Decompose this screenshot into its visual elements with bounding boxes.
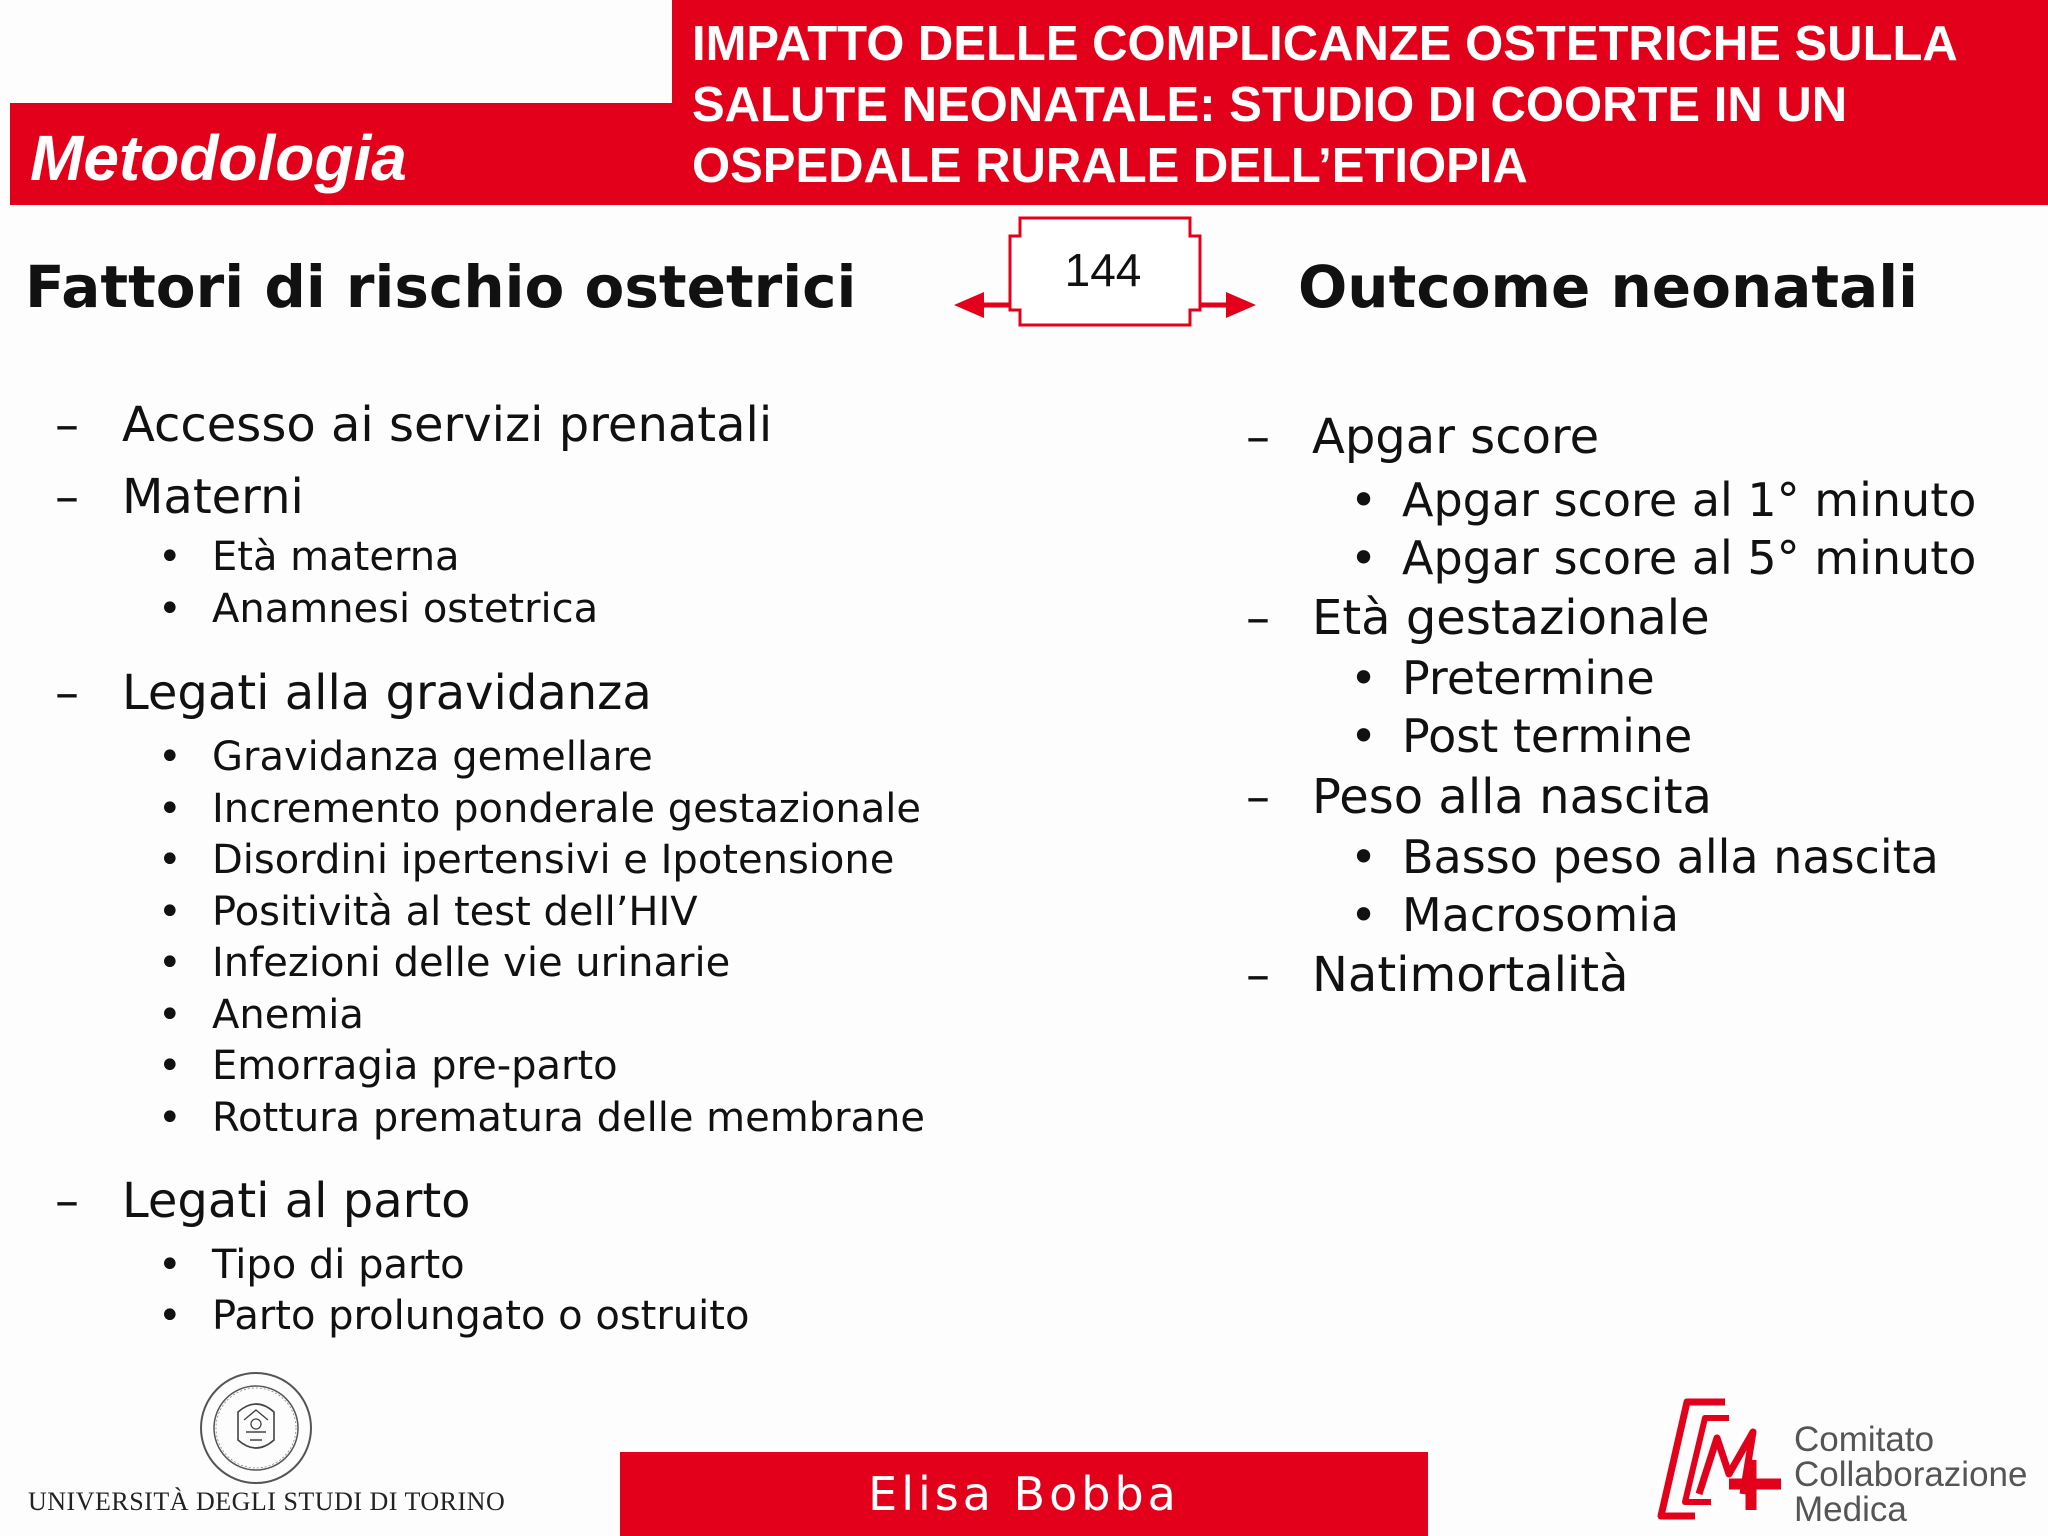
slide-title — [692, 14, 2042, 197]
sample-count: 144 — [1064, 244, 1142, 296]
section-title: Metodologia — [30, 122, 407, 194]
ccm-name-line: Comitato — [1794, 1420, 1935, 1459]
bullet-marker: • — [158, 734, 182, 780]
list-item: Legati alla gravidanza — [122, 665, 652, 721]
bullet-marker: • — [158, 837, 182, 883]
outcomes-heading: Outcome neonatali — [1298, 253, 1919, 321]
risk-factors-heading: Fattori di rischio ostetrici — [25, 253, 857, 321]
bullet-marker: • — [1350, 888, 1378, 942]
slide-title-line: SALUTE NEONATALE: STUDIO DI COORTE IN UN — [692, 78, 1848, 132]
bullet-marker: • — [158, 1043, 182, 1089]
list-subitem: Emorragia pre-parto — [212, 1043, 618, 1089]
list-subitem: Parto prolungato o ostruito — [212, 1293, 750, 1339]
bullet-marker: • — [158, 1293, 182, 1339]
dash-marker: – — [55, 1173, 79, 1229]
dash-marker: – — [55, 397, 79, 453]
bullet-marker: • — [158, 940, 182, 986]
list-subitem: Post termine — [1402, 709, 1693, 763]
dash-marker: – — [1246, 409, 1270, 465]
list-item: Apgar score — [1312, 409, 1600, 465]
university-seal-icon — [198, 1370, 314, 1486]
bullet-marker: • — [1350, 531, 1378, 585]
bullet-marker: • — [1350, 473, 1378, 527]
bullet-marker: • — [158, 586, 182, 632]
list-subitem: Infezioni delle vie urinarie — [212, 940, 731, 986]
list-subitem: Rottura prematura delle membrane — [212, 1095, 926, 1141]
bullet-marker: • — [158, 1095, 182, 1141]
list-item: Accesso ai servizi prenatali — [122, 397, 773, 453]
list-subitem: Anamnesi ostetrica — [212, 586, 599, 632]
ccm-name — [1794, 1422, 2027, 1527]
ccm-logo-icon — [1655, 1398, 1795, 1528]
bullet-marker: • — [158, 534, 182, 580]
list-subitem: Apgar score al 5° minuto — [1402, 531, 1977, 585]
list-item: Materni — [122, 469, 304, 525]
dash-marker: – — [1246, 769, 1270, 825]
list-item: Peso alla nascita — [1312, 769, 1712, 825]
dash-marker: – — [55, 469, 79, 525]
list-subitem: Anemia — [212, 992, 364, 1038]
university-name: UNIVERSITÀ DEGLI STUDI DI TORINO — [28, 1487, 506, 1516]
author-name: Elisa Bobba — [868, 1467, 1180, 1521]
slide-title-line: OSPEDALE RURALE DELL’ETIOPIA — [692, 139, 1528, 193]
list-subitem: Disordini ipertensivi e Ipotensione — [212, 837, 895, 883]
list-subitem: Basso peso alla nascita — [1402, 830, 1939, 884]
list-subitem: Incremento ponderale gestazionale — [212, 786, 921, 832]
list-subitem: Tipo di parto — [212, 1242, 465, 1288]
list-subitem: Pretermine — [1402, 651, 1655, 705]
list-item: Legati al parto — [122, 1173, 471, 1229]
list-subitem: Gravidanza gemellare — [212, 734, 653, 780]
list-subitem: Macrosomia — [1402, 888, 1680, 942]
bullet-marker: • — [158, 786, 182, 832]
dash-marker: – — [55, 665, 79, 721]
bullet-marker: • — [158, 889, 182, 935]
bullet-marker: • — [1350, 830, 1378, 884]
bullet-marker: • — [1350, 709, 1378, 763]
slide-title-line: IMPATTO DELLE COMPLICANZE OSTETRICHE SULLA — [692, 17, 1958, 71]
bullet-marker: • — [1350, 651, 1378, 705]
list-item: Natimortalità — [1312, 947, 1629, 1003]
bullet-marker: • — [158, 1242, 182, 1288]
dash-marker: – — [1246, 947, 1270, 1003]
list-subitem: Età materna — [212, 534, 460, 580]
ccm-name-line: Medica — [1794, 1490, 1907, 1529]
list-item: Età gestazionale — [1312, 590, 1710, 646]
bullet-marker: • — [158, 992, 182, 1038]
ccm-name-line: Collaborazione — [1794, 1455, 2028, 1494]
list-subitem: Apgar score al 1° minuto — [1402, 473, 1977, 527]
list-subitem: Positività al test dell’HIV — [212, 889, 698, 935]
dash-marker: – — [1246, 590, 1270, 646]
